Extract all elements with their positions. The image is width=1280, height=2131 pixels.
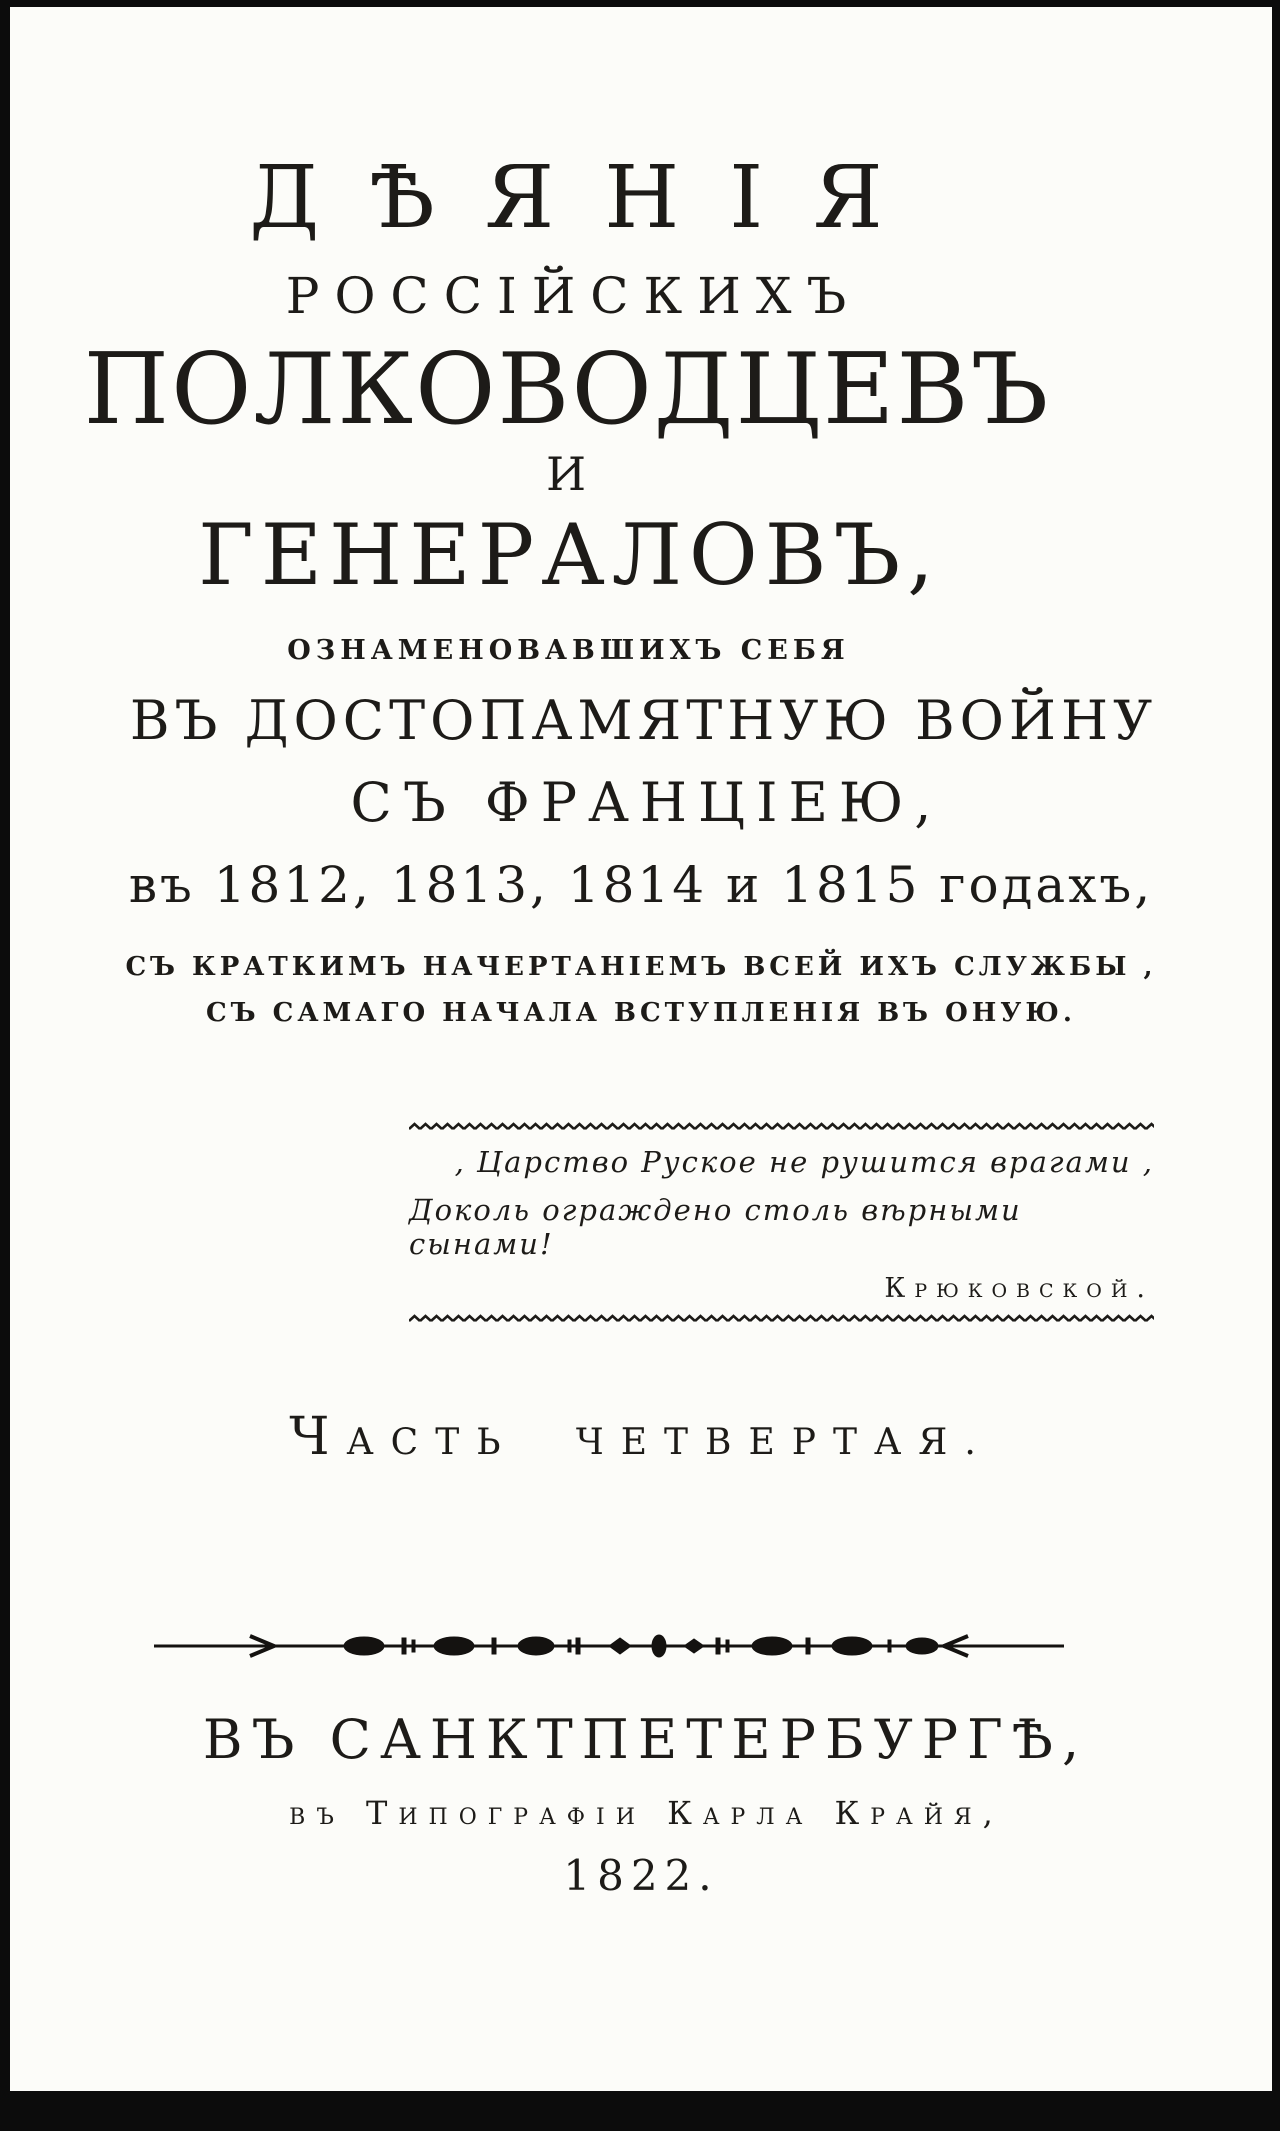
subtitle-years-line: въ 1812, 1813, 1814 и 1815 годахъ, (128, 856, 1154, 914)
wavy-rule-top (409, 1122, 1154, 1131)
subtitle-france-line: СЪ ФРАНЦІЕЮ, (350, 771, 943, 834)
wavy-rule-bottom (409, 1314, 1154, 1323)
imprint-year: 1822. (563, 1851, 719, 1900)
title-line-i: И (545, 447, 587, 501)
imprint-printer: въ Типографіи Карла Крайя, (289, 1794, 1004, 1832)
title-page (10, 7, 1272, 2091)
ornament-rule (154, 1631, 1064, 1661)
epigraph-line-2: Доколь ограждено столь вѣрными сынами! (409, 1193, 1022, 1261)
subtitle-beginning-line: СЪ САМАГО НАЧАЛА ВСТУПЛЕНІЯ ВЪ ОНУЮ. (206, 998, 1076, 1028)
title-line-deyaniya: ДѢЯНІЯ (249, 148, 933, 248)
title-line-rossiyskikh: РОССІЙСКИХЪ (285, 267, 862, 325)
subtitle-service-line: СЪ КРАТКИМЪ НАЧЕРТАНІЕМЪ ВСЕЙ ИХЪ СЛУЖБЫ , (125, 952, 1157, 982)
title-block (10, 148, 1272, 666)
part-number-line: ЧАСТЬ ЧЕТВЕРТАЯ. (289, 1407, 993, 1467)
title-line-polkovodtsev: ПОЛКОВОДЦЕВЪ (83, 333, 1051, 447)
imprint-city: ВЪ САНКТПЕТЕРБУРГѢ, (202, 1708, 1089, 1771)
title-line-oznamenovavshikh: ОЗНАМЕНОВАВШИХЪ СЕБЯ (287, 635, 850, 666)
epigraph-line-1: ‚ Царство Руское не рушится врагами , (454, 1145, 1154, 1179)
subtitle-war-line: ВЪ ДОСТОПАМЯТНУЮ ВОЙНУ (129, 689, 1158, 752)
epigraph-block (409, 1122, 1154, 1323)
title-line-generalov: ГЕНЕРАЛОВЪ, (198, 506, 941, 604)
epigraph-attribution: Крюковской. (884, 1273, 1154, 1304)
